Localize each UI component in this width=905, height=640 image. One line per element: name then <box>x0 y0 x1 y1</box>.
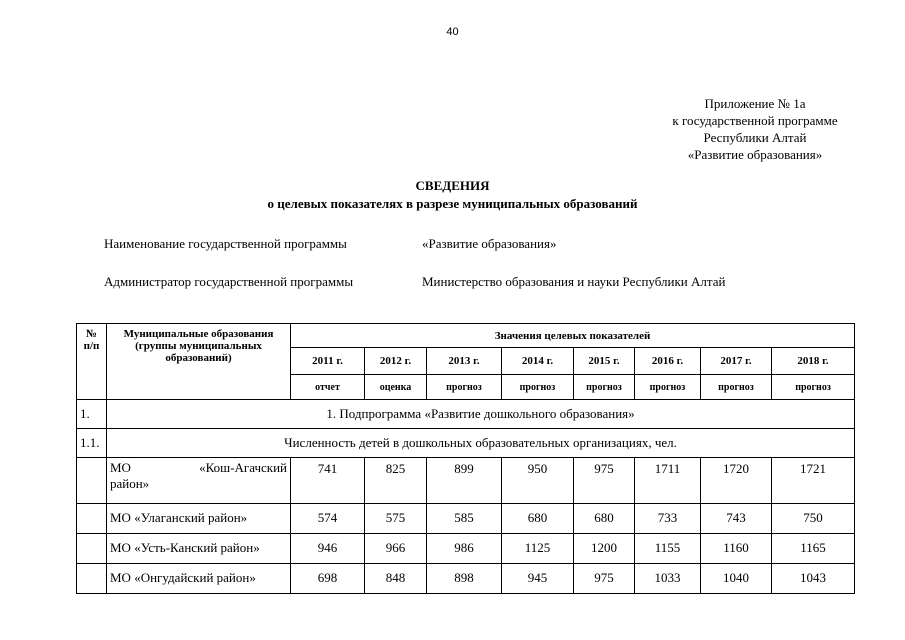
value-cell: 1160 <box>701 534 772 564</box>
header-year: 2011 г. <box>291 348 365 375</box>
value-cell: 680 <box>502 504 574 534</box>
header-status: прогноз <box>574 375 635 400</box>
title-line-1: СВЕДЕНИЯ <box>415 178 490 193</box>
value-cell: 1125 <box>502 534 574 564</box>
row-number <box>77 534 107 564</box>
section-number: 1. <box>77 400 107 429</box>
appendix-note <box>640 95 870 163</box>
value-cell: 1033 <box>635 564 701 594</box>
appendix-line: Республики Алтай <box>703 130 807 145</box>
value-cell: 575 <box>365 504 427 534</box>
municipality-name: МО «Улаганский район» <box>107 504 291 534</box>
indicators-table <box>76 323 855 594</box>
value-cell: 975 <box>574 564 635 594</box>
header-status: оценка <box>365 375 427 400</box>
title-line-2: о целевых показателях в разрезе муниципальных образований <box>267 196 638 211</box>
value-cell: 743 <box>701 504 772 534</box>
row-number <box>77 458 107 504</box>
municipality-name-part: МО <box>110 460 131 475</box>
municipality-name-part: район» <box>110 476 150 491</box>
header-status: прогноз <box>427 375 502 400</box>
value-cell: 825 <box>365 458 427 504</box>
value-cell: 898 <box>427 564 502 594</box>
value-cell: 741 <box>291 458 365 504</box>
header-status: прогноз <box>502 375 574 400</box>
value-cell: 733 <box>635 504 701 534</box>
program-admin-value: Министерство образования и науки Республики Алтай <box>422 274 726 289</box>
table-row <box>77 534 855 564</box>
municipality-name-part: «Кош-Агачский <box>199 460 287 475</box>
header-year: 2018 г. <box>772 348 855 375</box>
value-cell: 848 <box>365 564 427 594</box>
appendix-line: Приложение № 1а <box>704 96 806 111</box>
header-status: отчет <box>291 375 365 400</box>
municipality-name: МО «Онгудайский район» <box>107 564 291 594</box>
program-name-label: Наименование государственной программы <box>104 236 347 251</box>
value-cell: 945 <box>502 564 574 594</box>
header-year: 2015 г. <box>574 348 635 375</box>
municipality-name <box>107 458 291 504</box>
value-cell: 950 <box>502 458 574 504</box>
subsection-title: Численность детей в дошкольных образовательных организациях, чел. <box>107 429 855 458</box>
header-year: 2016 г. <box>635 348 701 375</box>
program-admin-row <box>104 274 725 290</box>
value-cell: 1200 <box>574 534 635 564</box>
value-cell: 1165 <box>772 534 855 564</box>
header-year: 2014 г. <box>502 348 574 375</box>
page-number: 40 <box>446 26 459 38</box>
section-title: 1. Подпрограмма «Развитие дошкольного образования» <box>107 400 855 429</box>
subsection-number: 1.1. <box>77 429 107 458</box>
row-number <box>77 504 107 534</box>
header-status: прогноз <box>701 375 772 400</box>
value-cell: 698 <box>291 564 365 594</box>
value-cell: 946 <box>291 534 365 564</box>
value-cell: 975 <box>574 458 635 504</box>
program-admin-label: Администратор государственной программы <box>104 274 354 289</box>
header-year: 2013 г. <box>427 348 502 375</box>
header-year: 2017 г. <box>701 348 772 375</box>
table-row <box>77 458 855 504</box>
value-cell: 1711 <box>635 458 701 504</box>
appendix-line: к государственной программе <box>672 113 838 128</box>
header-status: прогноз <box>635 375 701 400</box>
municipality-name: МО «Усть-Канский район» <box>107 534 291 564</box>
table-row <box>77 564 855 594</box>
program-name-row <box>104 236 556 252</box>
value-cell: 1040 <box>701 564 772 594</box>
header-status: прогноз <box>772 375 855 400</box>
header-municipality: Муниципальные образования (группы муниципальных образований) <box>107 324 291 400</box>
header-year: 2012 г. <box>365 348 427 375</box>
appendix-line: «Развитие образования» <box>687 147 823 162</box>
value-cell: 986 <box>427 534 502 564</box>
value-cell: 1720 <box>701 458 772 504</box>
value-cell: 899 <box>427 458 502 504</box>
value-cell: 680 <box>574 504 635 534</box>
value-cell: 966 <box>365 534 427 564</box>
program-name-value: «Развитие образования» <box>422 236 557 251</box>
header-num: № п/п <box>77 324 107 400</box>
value-cell: 1721 <box>772 458 855 504</box>
header-values: Значения целевых показателей <box>291 324 855 348</box>
value-cell: 1043 <box>772 564 855 594</box>
value-cell: 750 <box>772 504 855 534</box>
row-number <box>77 564 107 594</box>
table-row <box>77 504 855 534</box>
document-title <box>0 177 905 213</box>
value-cell: 1155 <box>635 534 701 564</box>
value-cell: 585 <box>427 504 502 534</box>
value-cell: 574 <box>291 504 365 534</box>
